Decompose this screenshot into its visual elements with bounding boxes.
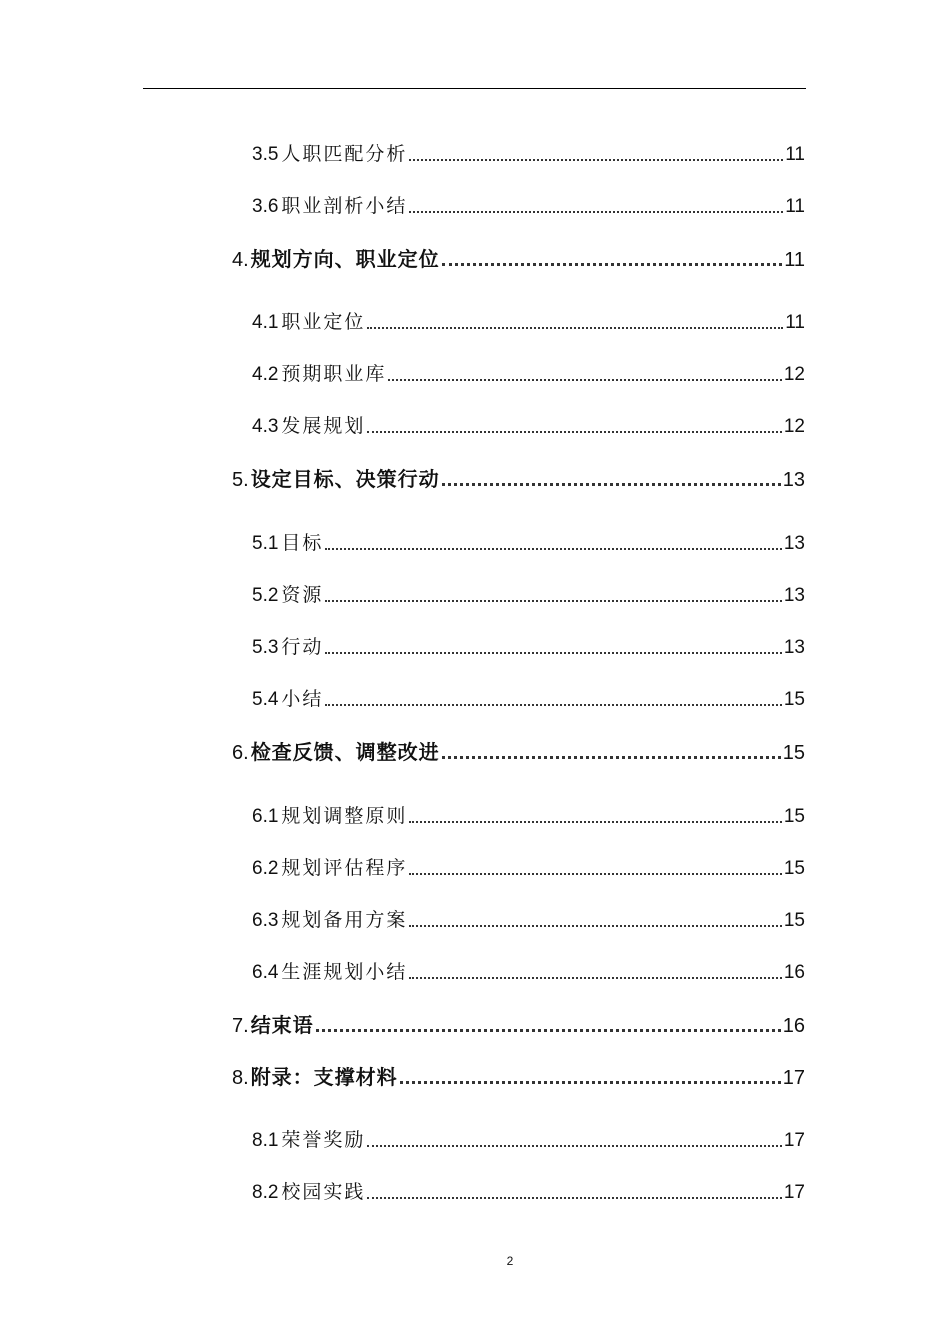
toc-entry-number: 5.1 <box>252 533 279 554</box>
toc-entry-5-2[interactable] <box>252 580 805 608</box>
toc-entry-page: 15 <box>783 858 805 879</box>
toc-entry-number: 6.4 <box>252 962 279 983</box>
dot-leader <box>442 263 783 266</box>
toc-entry-title: 规划评估程序 <box>281 857 408 879</box>
toc-entry-title: 预期职业库 <box>281 363 387 385</box>
toc-entry-8-1[interactable] <box>252 1125 805 1153</box>
toc-entry-page: 11 <box>784 249 805 271</box>
toc-entry-6-4[interactable] <box>252 957 805 985</box>
toc-entry-title: 小结 <box>281 688 324 710</box>
dot-leader <box>325 600 781 602</box>
toc-entry-number: 6.1 <box>252 806 279 827</box>
toc-entry-page: 16 <box>783 962 805 983</box>
toc-entry-number: 6.3 <box>252 910 279 931</box>
toc-entry-page: 15 <box>783 806 805 827</box>
toc-entry-page: 12 <box>783 416 805 437</box>
dot-leader <box>409 925 781 927</box>
toc-entry-title: 检查反馈、调整改进 <box>250 740 440 764</box>
toc-entry-title: 设定目标、决策行动 <box>250 467 440 491</box>
toc-entry-number: 8. <box>232 1067 249 1089</box>
dot-leader <box>409 821 781 823</box>
dot-leader <box>316 1029 781 1032</box>
toc-entry-4-1[interactable] <box>252 307 805 335</box>
toc-entry-number: 4.2 <box>252 364 279 385</box>
toc-entry-title: 规划方向、职业定位 <box>250 247 440 271</box>
dot-leader <box>409 159 783 161</box>
toc-entry-8-2[interactable] <box>252 1177 805 1205</box>
dot-leader <box>325 704 781 706</box>
toc-entry-page: 13 <box>782 469 805 491</box>
toc-entry-5-4[interactable] <box>252 684 805 712</box>
toc-entry-8[interactable] <box>232 1061 805 1091</box>
dot-leader <box>400 1081 781 1084</box>
dot-leader <box>442 483 781 486</box>
toc-entry-title: 结束语 <box>250 1013 314 1037</box>
page-number: 2 <box>506 1254 514 1268</box>
toc-entry-page: 11 <box>785 312 805 333</box>
toc-entry-page: 13 <box>783 637 805 658</box>
toc-entry-title: 职业定位 <box>281 311 366 333</box>
toc-entry-6-3[interactable] <box>252 905 805 933</box>
toc-entry-3-5[interactable] <box>252 139 805 167</box>
dot-leader <box>409 873 781 875</box>
toc-entry-number: 5.2 <box>252 585 279 606</box>
toc-entry-7[interactable] <box>232 1009 805 1039</box>
dot-leader <box>325 548 781 550</box>
toc-entry-title: 人职匹配分析 <box>281 143 408 165</box>
toc-entry-number: 5.4 <box>252 689 279 710</box>
toc-entry-title: 目标 <box>281 532 324 554</box>
toc-entry-number: 6. <box>232 742 249 764</box>
toc-entry-page: 16 <box>782 1015 805 1037</box>
toc-entry-page: 13 <box>783 533 805 554</box>
toc-entry-6-2[interactable] <box>252 853 805 881</box>
toc-entry-5-1[interactable] <box>252 528 805 556</box>
toc-entry-page: 11 <box>785 196 805 217</box>
toc-entry-title: 荣誉奖励 <box>281 1129 366 1151</box>
dot-leader <box>442 756 781 759</box>
toc-entry-number: 8.2 <box>252 1182 279 1203</box>
toc-entry-title: 行动 <box>281 636 324 658</box>
toc-entry-number: 5. <box>232 469 249 491</box>
toc-entry-page: 17 <box>783 1182 805 1203</box>
dot-leader <box>409 211 783 213</box>
toc-entry-5-3[interactable] <box>252 632 805 660</box>
toc-entry-page: 15 <box>783 910 805 931</box>
dot-leader <box>409 977 781 979</box>
toc-entry-number: 8.1 <box>252 1130 279 1151</box>
toc-entry-number: 4.1 <box>252 312 279 333</box>
toc-entry-page: 17 <box>782 1067 805 1089</box>
toc-entry-title: 校园实践 <box>281 1181 366 1203</box>
toc-entry-page: 15 <box>782 742 805 764</box>
toc-entry-number: 5.3 <box>252 637 279 658</box>
toc-entry-4[interactable] <box>232 243 805 273</box>
toc-entry-page: 15 <box>783 689 805 710</box>
dot-leader <box>325 652 781 654</box>
dot-leader <box>388 379 781 381</box>
toc-entry-6-1[interactable] <box>252 801 805 829</box>
toc-entry-number: 6.2 <box>252 858 279 879</box>
dot-leader <box>367 327 783 329</box>
toc-entry-number: 4.3 <box>252 416 279 437</box>
toc-entry-number: 3.6 <box>252 196 279 217</box>
toc-entry-3-6[interactable] <box>252 191 805 219</box>
toc-entry-page: 13 <box>783 585 805 606</box>
toc-entry-number: 3.5 <box>252 144 279 165</box>
toc-entry-number: 7. <box>232 1015 249 1037</box>
dot-leader <box>367 1197 781 1199</box>
toc-entry-page: 12 <box>783 364 805 385</box>
toc-entry-page: 17 <box>783 1130 805 1151</box>
toc-entry-6[interactable] <box>232 736 805 766</box>
toc-entry-title: 规划备用方案 <box>281 909 408 931</box>
toc-entry-page: 11 <box>785 144 805 165</box>
toc-entry-title: 资源 <box>281 584 324 606</box>
toc-entry-title: 规划调整原则 <box>281 805 408 827</box>
dot-leader <box>367 431 781 433</box>
toc-entry-title: 生涯规划小结 <box>281 961 408 983</box>
toc-entry-4-3[interactable] <box>252 411 805 439</box>
toc-entry-title: 职业剖析小结 <box>281 195 408 217</box>
toc-entry-5[interactable] <box>232 463 805 493</box>
toc-entry-title: 附录：支撑材料 <box>250 1065 398 1089</box>
toc-entry-4-2[interactable] <box>252 359 805 387</box>
toc-entry-number: 4. <box>232 249 249 271</box>
dot-leader <box>367 1145 781 1147</box>
toc-entry-title: 发展规划 <box>281 415 366 437</box>
